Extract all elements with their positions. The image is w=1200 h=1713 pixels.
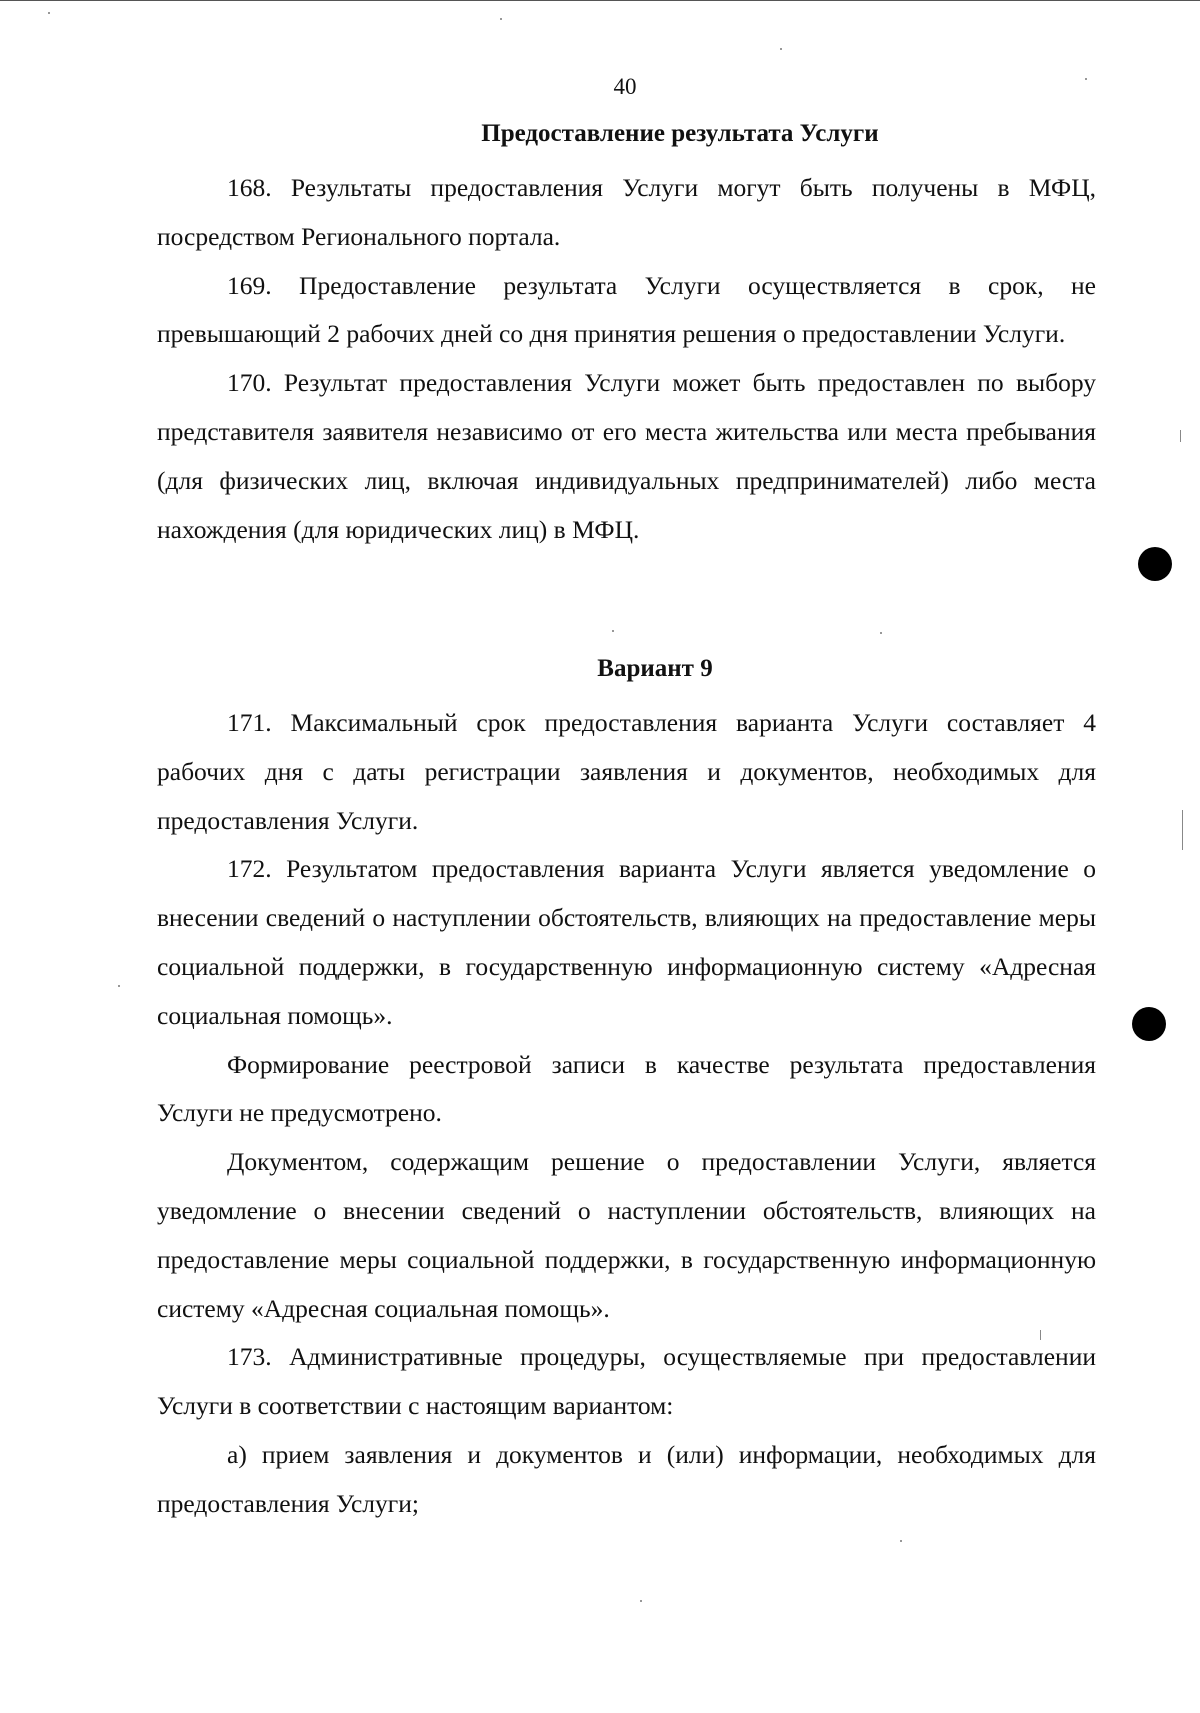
section-title-variant-9: Вариант 9 <box>597 655 713 682</box>
paragraph-169: 169. Предоставление результата Услуги осуществляется в срок, не превышающий 2 рабочих дней со дня принятия решения о предоставлении Услуги. <box>157 270 1096 349</box>
section-2-body <box>157 699 1096 1529</box>
page-number: 40 <box>613 74 637 99</box>
scan-mark <box>1180 430 1181 442</box>
scan-speck <box>900 1540 902 1542</box>
paragraph-168: 168. Результаты предоставления Услуги могут быть получены в МФЦ, посредством Регионального портала. <box>157 173 1096 251</box>
section-title-result-delivery: Предоставление результата Услуги <box>481 120 879 147</box>
binding-hole-mark <box>1138 547 1172 581</box>
scan-edge-line <box>0 0 1200 1</box>
paragraph-173-a: а) прием заявления и документов и (или) информации, необходимых для предоставления Услуги; <box>157 1439 1096 1518</box>
scan-speck <box>612 630 614 632</box>
section-1-body <box>157 164 1096 554</box>
paragraph-172: 172. Результатом предоставления варианта Услуги является уведомление о внесении сведений о наступлении обстоятельств, влияющих на предоставление меры социальной поддержки, в государственную информационную систему «Адресная социальная помощь». <box>157 854 1096 1030</box>
paragraph-173: 173. Административные процедуры, осуществляемые при предоставлении Услуги в соответствии с настоящим вариантом: <box>157 1342 1096 1421</box>
scan-speck <box>640 1600 642 1602</box>
paragraph-decision-document: Документом, содержащим решение о предоставлении Услуги, является уведомление о внесении сведений о наступлении обстоятельств, влияющих на предоставление меры социальной поддержки, в государственную информационную систему «Адресная социальная помощь». <box>157 1147 1096 1323</box>
scan-speck <box>880 632 882 634</box>
binding-hole-mark <box>1132 1007 1166 1041</box>
scan-mark <box>1040 1330 1041 1340</box>
paragraph-171: 171. Максимальный срок предоставления варианта Услуги составляет 4 рабочих дня с даты регистрации заявления и документов, необходимых для предоставления Услуги. <box>157 708 1096 835</box>
scan-mark <box>1182 810 1183 850</box>
paragraph-registry-record: Формирование реестровой записи в качестве результата предоставления Услуги не предусмотрено. <box>157 1049 1096 1128</box>
scan-speck <box>780 48 782 50</box>
scan-speck <box>500 18 502 20</box>
paragraph-170: 170. Результат предоставления Услуги может быть предоставлен по выбору представителя заявителя независимо от его места жительства или места пребывания (для физических лиц, включая индивидуальных предпринимателей) либо места нахождения (для юридических лиц) в МФЦ. <box>157 368 1096 544</box>
scan-speck <box>118 985 120 987</box>
scan-speck <box>48 12 50 14</box>
scan-speck <box>1085 78 1087 80</box>
